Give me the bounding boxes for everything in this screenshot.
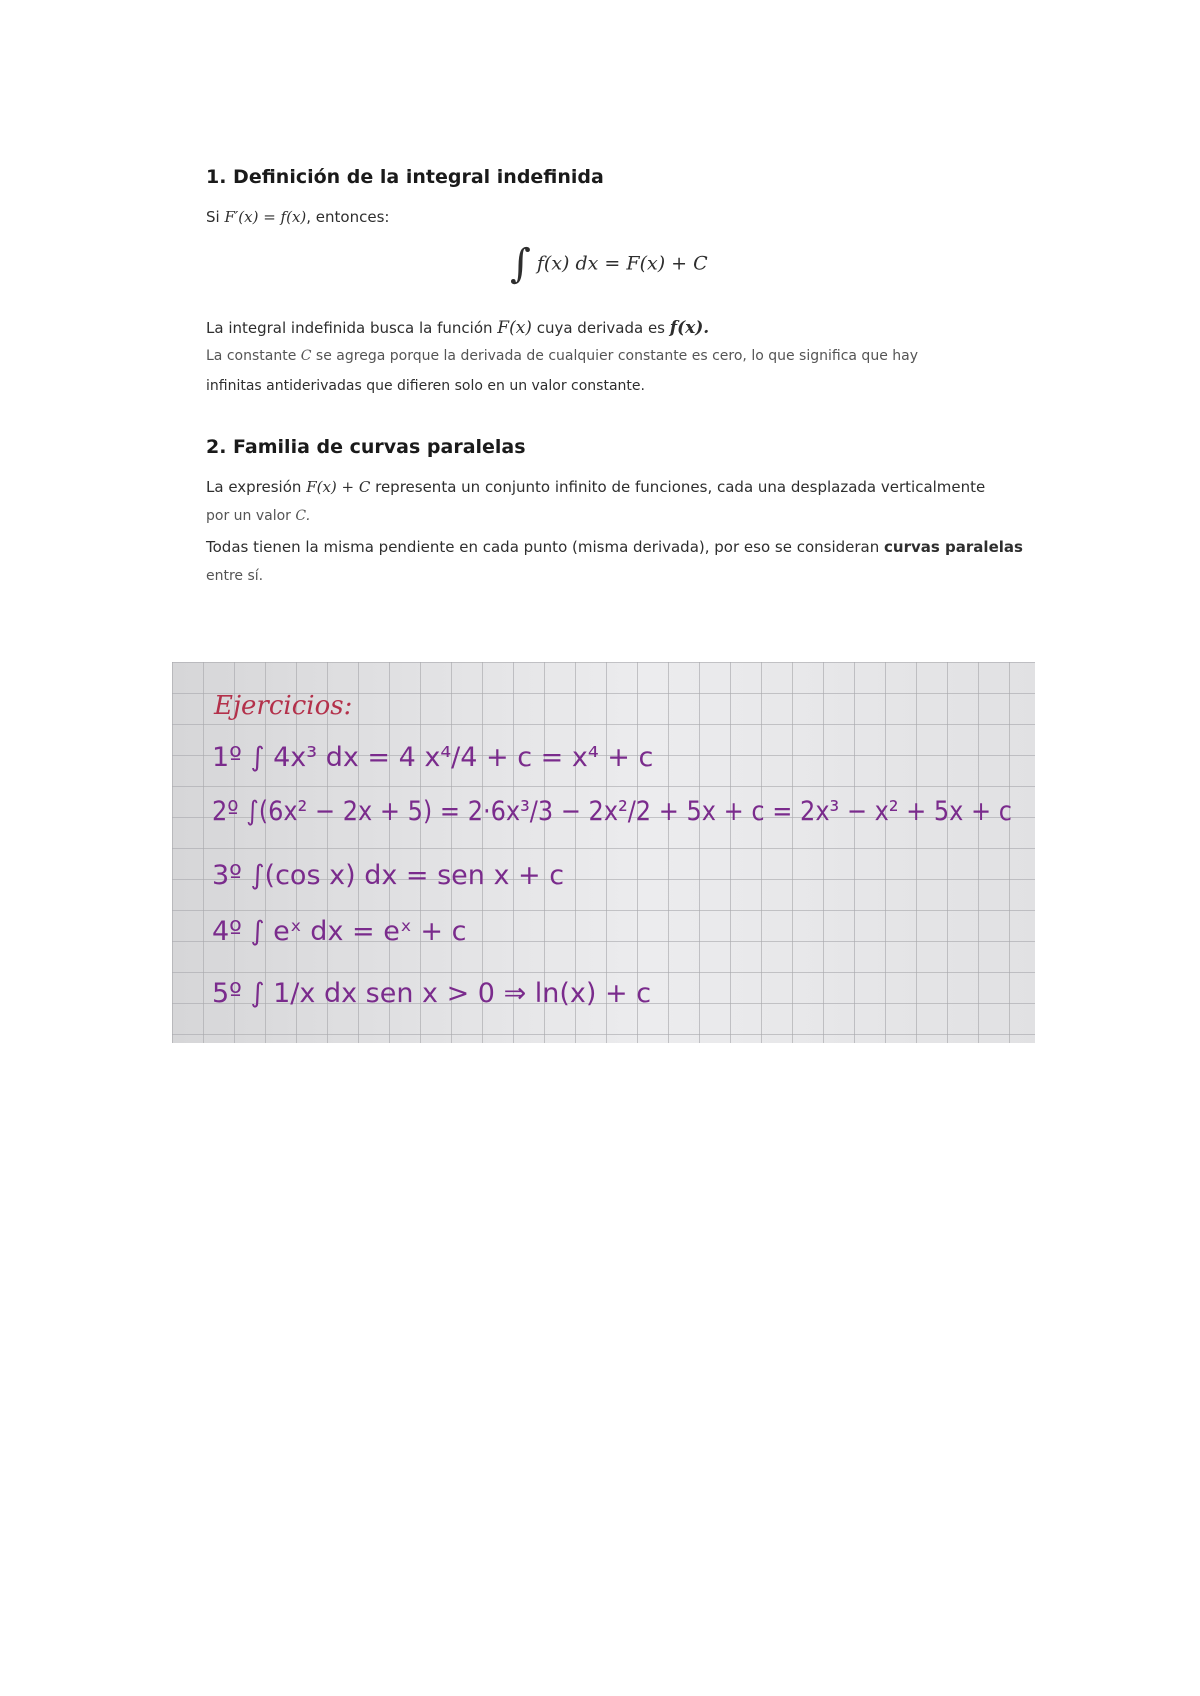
definition-condition <box>206 208 389 226</box>
expression-line2 <box>206 508 310 524</box>
exercise-row-4: 4º ∫ eˣ dx = eˣ + c <box>212 916 467 947</box>
expr-suffix: representa un conjunto infinito de funciones, cada una desplazada verticalmente <box>370 478 986 496</box>
exercise-row-3: 3º ∫(cos x) dx = sen x + c <box>212 860 565 891</box>
constant-prefix: La constante <box>206 348 301 364</box>
integral-expression: f(x) dx = F(x) + C <box>536 252 708 275</box>
constant-line2: infinitas antiderivadas que difieren solo en un valor constante. <box>206 378 645 394</box>
notebook-photo-svg <box>172 662 1035 1043</box>
condition-suffix: , entonces: <box>306 208 390 226</box>
integral-equation <box>510 241 708 287</box>
expr-line2-prefix: por un valor <box>206 508 296 524</box>
expr-line2-C: C. <box>295 508 311 524</box>
constant-suffix: se agrega porque la derivada de cualquier constante es cero, lo que significa que hay <box>311 348 918 364</box>
section1-title: 1. Definición de la integral indefinida <box>206 166 604 188</box>
slope-line1 <box>206 538 1023 556</box>
constant-line1 <box>206 348 918 364</box>
slope-prefix: Todas tienen la misma pendiente en cada punto (misma derivada), por eso se consideran <box>206 538 885 556</box>
explanation-line <box>206 318 709 338</box>
expression-line1 <box>206 478 985 496</box>
explanation-F: F(x) <box>497 318 532 338</box>
constant-C: C <box>300 348 312 364</box>
condition-math: F′(x) = f(x) <box>224 208 307 226</box>
exercises-heading: Ejercicios: <box>214 691 353 721</box>
explanation-f: f(x). <box>669 318 710 338</box>
handwritten-exercises-photo <box>172 662 1035 1043</box>
explanation-prefix: La integral indefinida busca la función <box>206 319 498 337</box>
exercise-row-2: 2º ∫(6x² − 2x + 5) = 2·6x³/3 − 2x²/2 + 5x + c = 2x³ − x² + 5x + c <box>212 796 1012 827</box>
integral-symbol: ∫ <box>510 241 531 287</box>
slope-bold: curvas paralelas <box>884 538 1023 556</box>
expr-math: F(x) + C <box>306 478 371 496</box>
explanation-middle: cuya derivada es <box>531 319 670 337</box>
exercise-row-5: 5º ∫ 1/x dx sen x > 0 ⇒ ln(x) + c <box>212 978 652 1009</box>
condition-prefix: Si <box>206 208 225 226</box>
section2-title: 2. Familia de curvas paralelas <box>206 436 526 458</box>
slope-line2: entre sí. <box>206 568 264 584</box>
exercise-row-1: 1º ∫ 4x³ dx = 4 x⁴/4 + c = x⁴ + c <box>212 742 654 773</box>
expr-prefix: La expresión <box>206 478 307 496</box>
